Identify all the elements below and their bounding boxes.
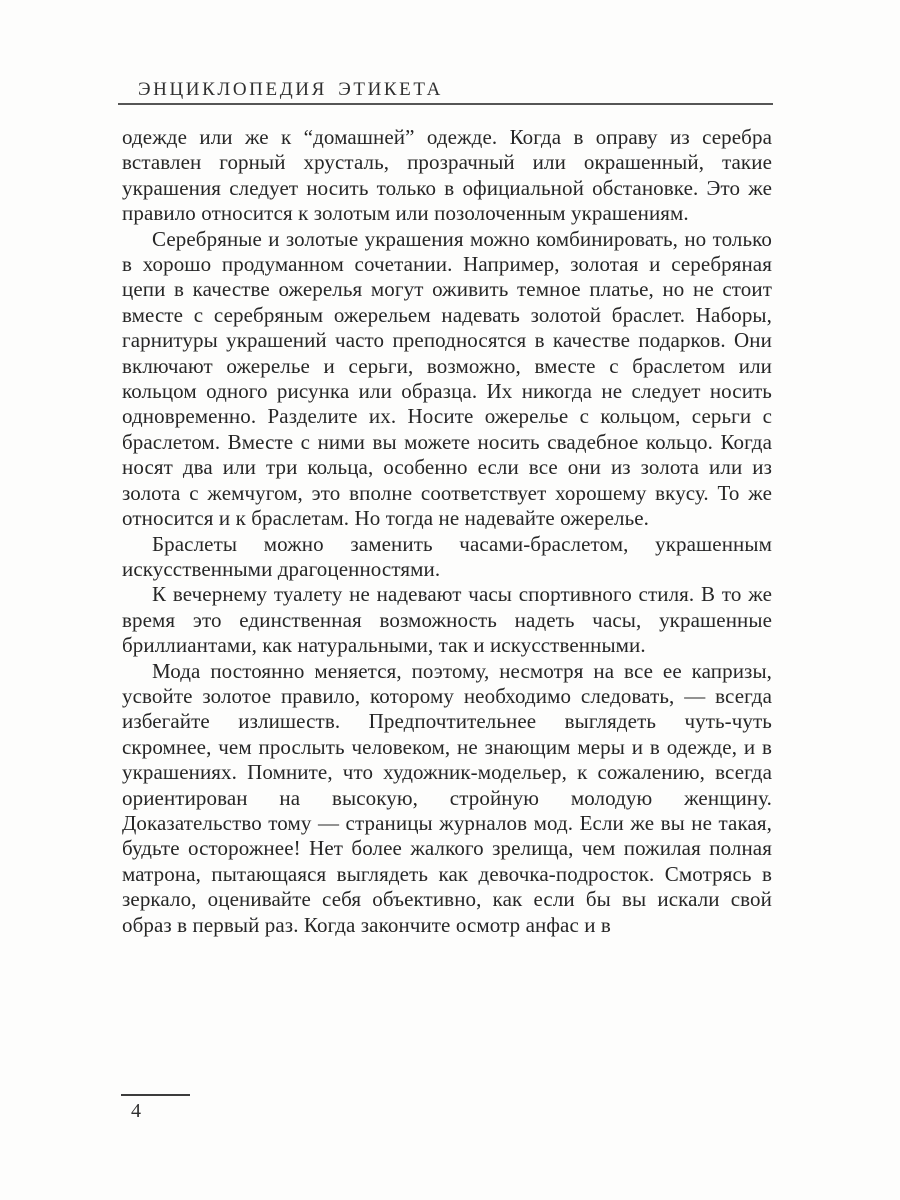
body-paragraph: одежде или же к “домашней” одежде. Когда в оправу из серебра вставлен горный хрусталь, прозрачный или окрашенный, такие украшения следует носить только в официальной обстановке. Это же правило относится к золотым или позолоченным украшениям. [122, 125, 772, 226]
body-paragraph: Браслеты можно заменить часами-браслетом, украшенным искусственными драгоценностями. [122, 531, 772, 581]
page-number: 4 [131, 1100, 141, 1122]
text-block [122, 125, 772, 938]
header-rule [118, 103, 773, 105]
body-paragraph: К вечернему туалету не надевают часы спортивного стиля. В то же время это единственная возможность надеть часы, украшенные бриллиантами, как натуральными, так и искусственными. [122, 582, 772, 658]
body-paragraph: Мода постоянно меняется, поэтому, несмотря на все ее капризы, усвойте золотое правило, которому необходимо следовать, — всегда избегайте излишеств. Предпочтительнее выглядеть чуть-чуть скромнее, чем прослыть человеком, не знающим меры и в одежде, и в украшениях. Помните, что художник-модельер, к сожалению, всегда ориентирован на высокую, стройную молодую женщину. Доказательство тому — страницы журналов мод. Если же вы не такая, будьте осторожнее! Нет более жалкого зрелища, чем пожилая полная матрона, пытающаяся выглядеть как девочка-подросток. Смотрясь в зеркало, оценивайте себя объективно, как если бы вы искали свой образ в первый раз. Когда закончите осмотр анфас и в [122, 658, 772, 937]
footer-rule [121, 1094, 190, 1096]
body-paragraph: Серебряные и золотые украшения можно комбинировать, но только в хорошо продуманном сочетании. Например, золотая и серебряная цепи в качестве ожерелья могут оживить темное платье, но не стоит вместе с серебряным ожерельем надевать золотой браслет. Наборы, гарнитуры украшений часто преподносятся в качестве подарков. Они включают ожерелье и серьги, возможно, вместе с браслетом или кольцом одного рисунка или образца. Их никогда не следует носить одновременно. Разделите их. Носите ожерелье с кольцом, серьги с браслетом. Вместе с ними вы можете носить свадебное кольцо. Когда носят два или три кольца, особенно если все они из золота или из золота с жемчугом, это вполне соответствует хорошему вкусу. То же относится и к браслетам. Но тогда не надевайте ожерелье. [122, 226, 772, 531]
running-header-title: ЭНЦИКЛОПЕДИЯ ЭТИКЕТА [138, 79, 443, 100]
